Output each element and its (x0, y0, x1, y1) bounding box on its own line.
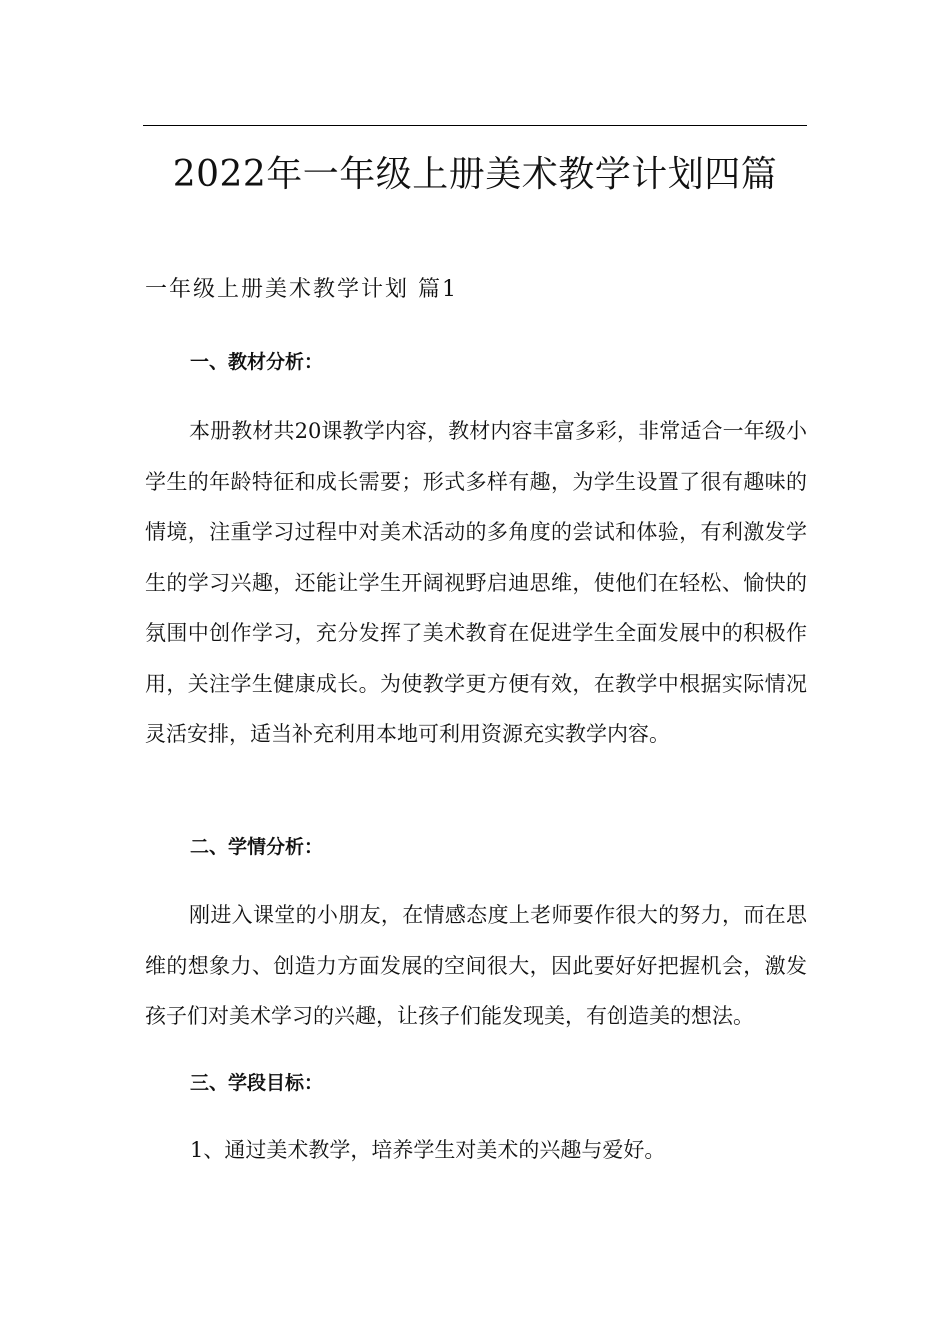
heading-textbook-analysis: 一、教材分析： (190, 351, 324, 373)
paragraph-textbook-analysis: 本册教材共20课教学内容，教材内容丰富多彩，非常适合一年级小学生的年龄特征和成长需要；形式多样有趣，为学生设置了很有趣味的情境，注重学习过程中对美术活动的多角度的尝试和体验，有利激发学生的学习兴趣，还能让学生开阔视野启迪思维，使他们在轻松、愉快的氛围中创作学习，充分发挥了美术教育在促进学生全面发展中的积极作用，关注学生健康成长。为使教学更方便有效，在教学中根据实际情况灵活安排，适当补充利用本地可利用资源充实教学内容。 (145, 419, 807, 746)
section-subtitle: 一年级上册美术教学计划 篇1 (145, 277, 458, 302)
paragraph-student-analysis: 刚进入课堂的小朋友，在情感态度上老师要作很大的努力，而在思维的想象力、创造力方面发展的空间很大，因此要好好把握机会，激发孩子们对美术学习的兴趣，让孩子们能发现美，有创造美的想法。 (145, 903, 807, 1028)
header-rule (143, 125, 807, 126)
heading-stage-goals: 三、学段目标： (190, 1072, 324, 1094)
heading-student-analysis: 二、学情分析： (190, 836, 324, 858)
document-title: 2022年一年级上册美术教学计划四篇 (172, 154, 778, 195)
goal-item-1: 1、通过美术教学，培养学生对美术的兴趣与爱好。 (190, 1138, 666, 1162)
